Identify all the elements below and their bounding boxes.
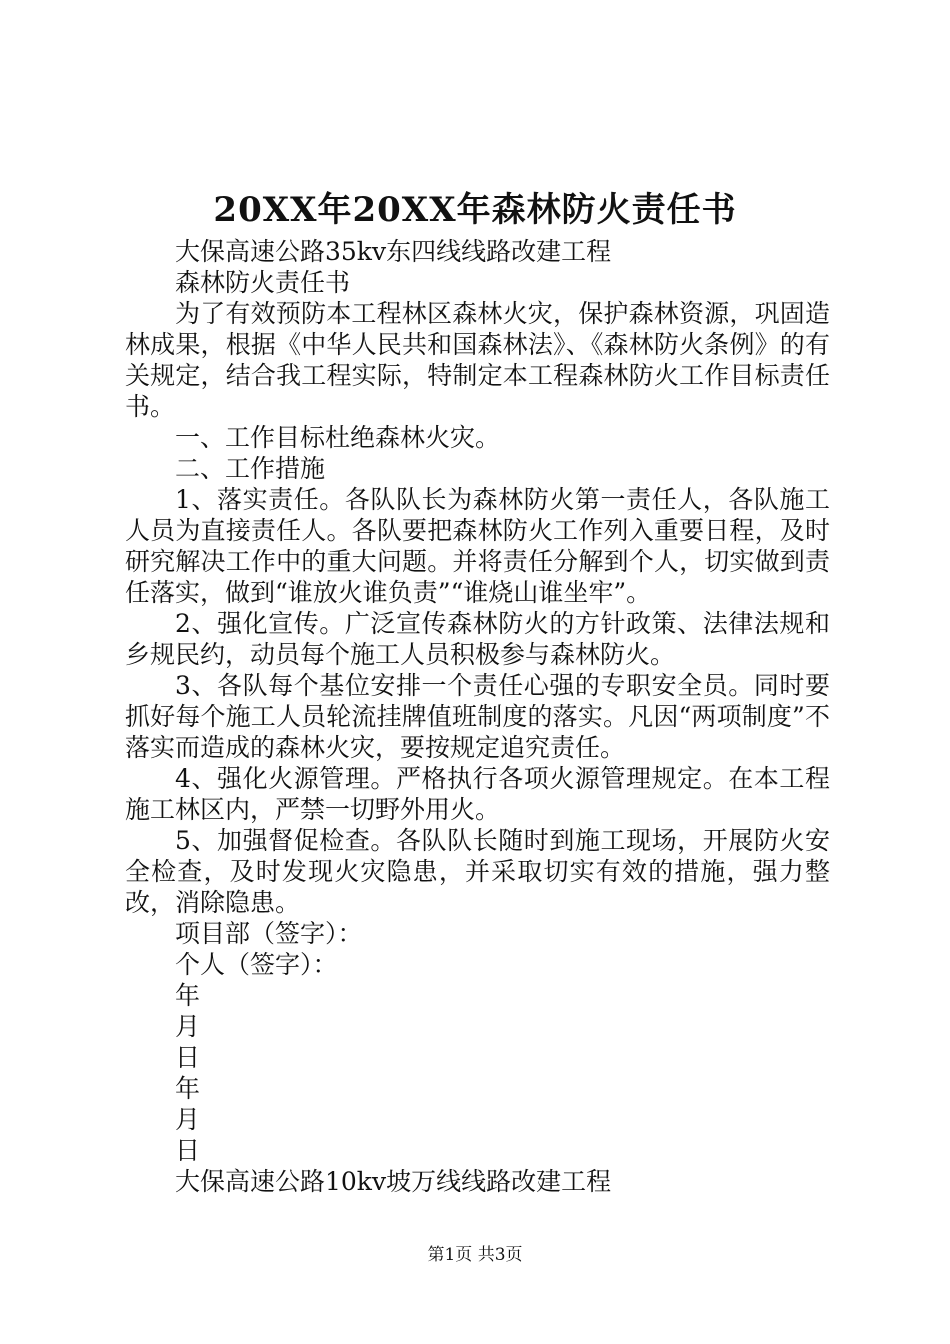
paragraph-intro: 为了有效预防本工程林区森林火灾，保护森林资源，巩固造林成果，根据《中华人民共和国森林法》、《森林防火条例》的有关规定，结合我工程实际，特制定本工程森林防火工作目标责任书。 [125, 299, 830, 421]
paragraph-measure-3: 3、各队每个基位安排一个责任心强的专职安全员。同时要抓好每个施工人员轮流挂牌值班制度的落实。凡因“两项制度”不落实而造成的森林火灾，要按规定追究责任。 [125, 671, 830, 762]
signature-individual: 个人（签字）： [175, 950, 338, 979]
date-month-1: 月 [175, 1012, 201, 1041]
paragraph-next-project: 大保高速公路10kv坡万线线路改建工程 [175, 1167, 612, 1196]
paragraph-measure-2: 2、强化宣传。广泛宣传森林防火的方针政策、法律法规和乡规民约，动员每个施工人员积极参与森林防火。 [125, 609, 830, 669]
paragraph-subtitle: 森林防火责任书 [175, 268, 351, 297]
paragraph-measure-5: 5、加强督促检查。各队队长随时到施工现场，开展防火安全检查，及时发现火灾隐患，并采取切实有效的措施，强力整改，消除隐患。 [125, 826, 830, 917]
document-title: 20XX年20XX年森林防火责任书 [213, 190, 737, 230]
document-body [125, 236, 830, 1197]
date-day-1: 日 [175, 1043, 201, 1072]
signature-project-dept: 项目部（签字）： [175, 919, 363, 948]
paragraph-measures-heading: 二、工作措施 [175, 454, 326, 483]
date-day-2: 日 [175, 1136, 201, 1165]
paragraph-project-name: 大保高速公路35kv东四线线路改建工程 [175, 237, 612, 266]
date-year-2: 年 [175, 1074, 201, 1103]
date-year-1: 年 [175, 981, 201, 1010]
paragraph-measure-1: 1、落实责任。各队队长为森林防火第一责任人，各队施工人员为直接责任人。各队要把森林防火工作列入重要日程，及时研究解决工作中的重大问题。并将责任分解到个人，切实做到责任落实，做到“谁放火谁负责”“谁烧山谁坐牢”。 [125, 485, 830, 607]
paragraph-measure-4: 4、强化火源管理。严格执行各项火源管理规定。在本工程施工林区内，严禁一切野外用火。 [125, 764, 830, 824]
page-number: 第1页 共3页 [427, 1245, 523, 1265]
date-month-2: 月 [175, 1105, 201, 1134]
paragraph-goal: 一、工作目标杜绝森林火灾。 [175, 423, 501, 452]
